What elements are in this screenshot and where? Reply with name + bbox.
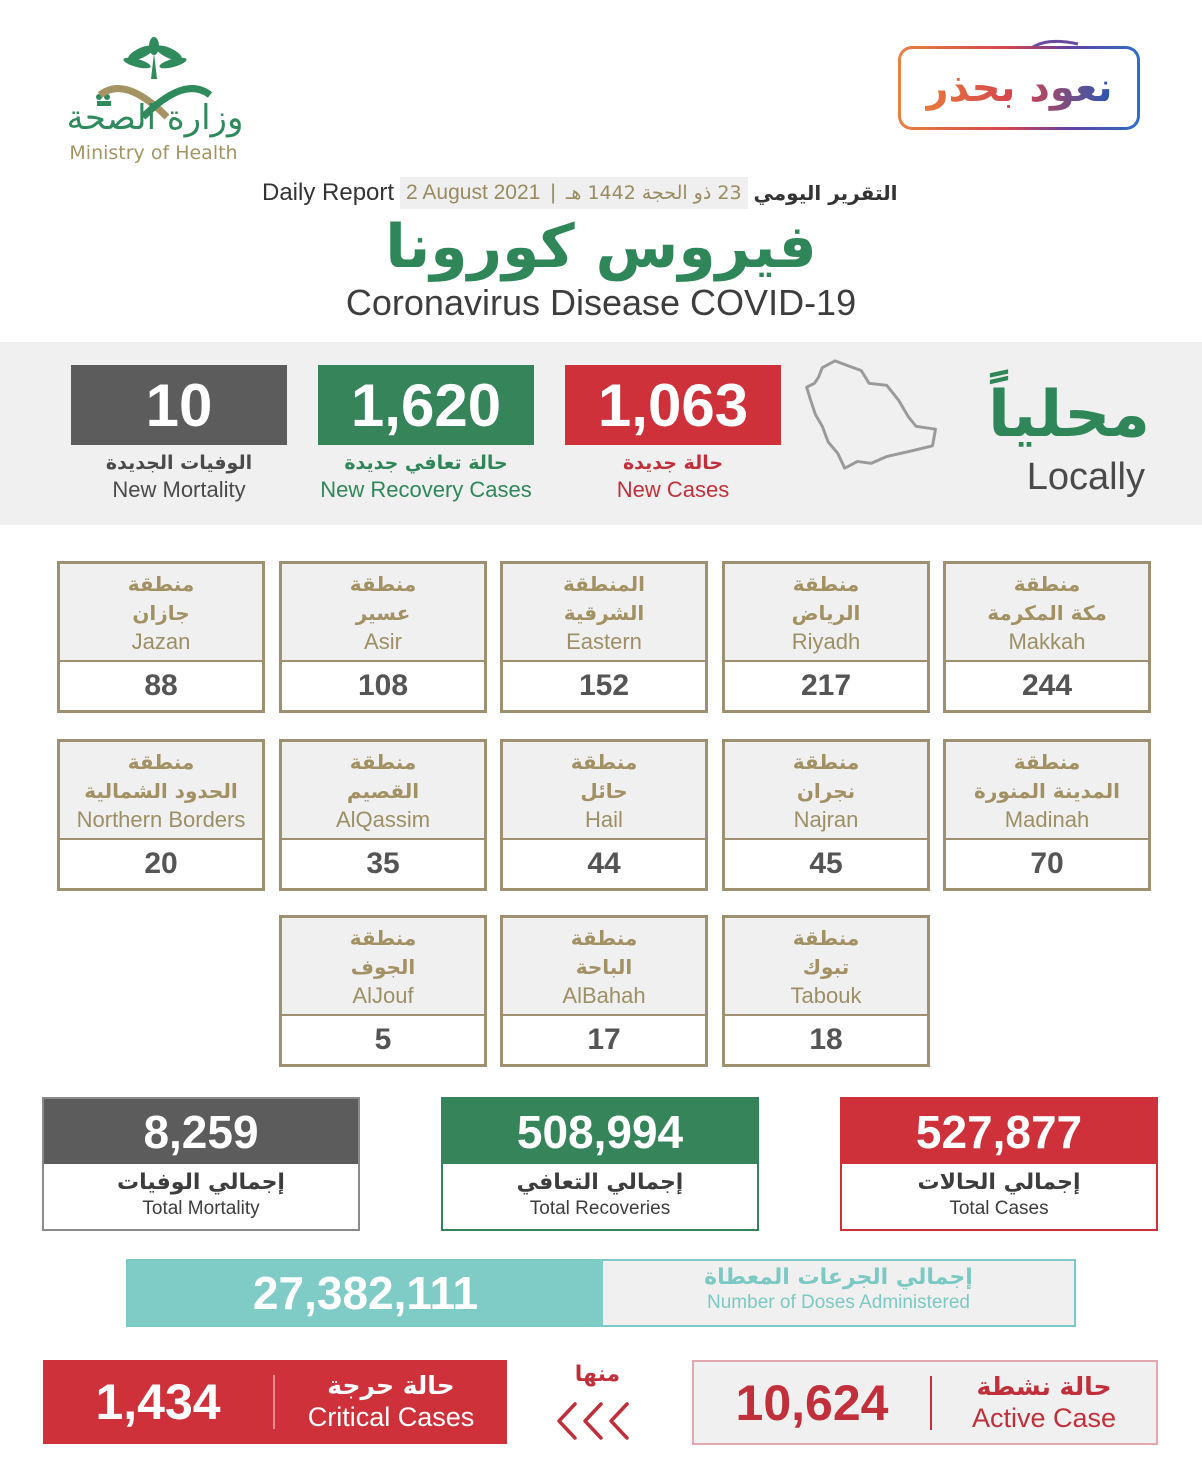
region-name-ar: عسير <box>355 601 411 625</box>
of-which-label: منها <box>574 1362 621 1387</box>
critical-cases-label <box>275 1371 507 1433</box>
region-card <box>279 561 487 713</box>
total-recoveries-card <box>441 1097 759 1231</box>
total-recoveries-label-ar: إجمالي التعافي <box>516 1170 684 1195</box>
region-name-en: AlQassim <box>335 807 431 832</box>
total-cases-card <box>840 1097 1158 1231</box>
active-cases-value: 10,624 <box>735 1374 889 1431</box>
region-prefix-ar: منطقة <box>570 926 638 950</box>
region-name-en: AlJouf <box>352 983 414 1008</box>
region-header <box>946 564 1148 662</box>
doses-label-ar: إجمالي الجرعات المعطاة <box>704 1265 973 1290</box>
new-mortality-value: 10 <box>71 365 287 445</box>
page-title-en: Coronavirus Disease COVID-19 <box>345 282 857 323</box>
region-name-en: Jazan <box>131 629 191 654</box>
region-prefix-ar: منطقة <box>792 572 860 596</box>
region-prefix-ar: المنطقة <box>563 572 645 596</box>
doses-label <box>603 1261 1074 1325</box>
saudi-map-icon <box>800 356 948 478</box>
region-name-ar: القصيم <box>346 779 420 803</box>
region-prefix-ar: منطقة <box>1013 750 1081 774</box>
critical-cases-card <box>43 1360 507 1444</box>
region-name-en: Makkah <box>1008 629 1086 654</box>
region-card <box>500 561 708 713</box>
region-header <box>282 918 484 1016</box>
active-cases-label-en: Active Case <box>971 1402 1117 1433</box>
region-card <box>279 915 487 1067</box>
region-value: 17 <box>587 1023 621 1056</box>
region-value: 217 <box>800 669 852 702</box>
region-card <box>500 915 708 1067</box>
region-header <box>946 742 1148 840</box>
new-cases-value: 1,063 <box>565 365 781 445</box>
region-name-en: Tabouk <box>790 983 862 1008</box>
region-name-en: AlBahah <box>562 983 646 1008</box>
region-value: 108 <box>357 669 409 702</box>
region-name-ar: حائل <box>580 779 628 803</box>
region-name-ar: جازان <box>132 601 190 625</box>
new-cases-label-en: New Cases <box>616 477 730 502</box>
region-name-ar: نجران <box>796 779 856 803</box>
total-mortality-card <box>42 1097 360 1231</box>
region-name-en: Najran <box>793 807 859 832</box>
doses-value: 27,382,111 <box>128 1261 603 1325</box>
region-value: 5 <box>374 1023 392 1056</box>
total-mortality-label-ar: إجمالي الوفيات <box>117 1170 285 1195</box>
region-header <box>725 564 927 662</box>
region-prefix-ar: منطقة <box>349 926 417 950</box>
region-name-en: Eastern <box>566 629 642 654</box>
region-value: 44 <box>587 847 621 880</box>
region-card <box>500 739 708 891</box>
new-mortality-label-en: New Mortality <box>112 477 246 502</box>
campaign-text: نعود بحذر <box>925 65 1113 111</box>
triple-chevron-left-icon <box>553 1398 643 1444</box>
report-date-line <box>262 176 898 210</box>
region-header <box>725 918 927 1016</box>
region-header <box>60 564 262 662</box>
critical-cases-label-ar: حالة حرجة <box>327 1371 455 1400</box>
region-prefix-ar: منطقة <box>127 750 195 774</box>
total-recoveries-label-en: Total Recoveries <box>529 1198 671 1219</box>
region-name-en: Northern Borders <box>76 807 246 832</box>
critical-cases-value: 1,434 <box>95 1374 221 1430</box>
region-header <box>503 564 705 662</box>
new-recovery-value: 1,620 <box>318 365 534 445</box>
region-name-ar: الجوف <box>350 955 416 979</box>
region-card <box>943 561 1151 713</box>
total-mortality-label-en: Total Mortality <box>142 1198 260 1219</box>
region-value: 70 <box>1030 847 1064 880</box>
region-name-ar: الباحة <box>575 955 633 979</box>
active-cases-label <box>932 1372 1156 1434</box>
region-header <box>503 918 705 1016</box>
critical-cases-label-en: Critical Cases <box>307 1402 475 1432</box>
doses-banner <box>126 1259 1076 1327</box>
date-box <box>400 177 748 209</box>
date-separator: | <box>550 181 556 204</box>
new-mortality-label-ar: الوفيات الجديدة <box>105 452 253 474</box>
report-label-en: Daily Report <box>262 179 395 206</box>
region-name-ar: الحدود الشمالية <box>84 779 238 803</box>
region-header <box>725 742 927 840</box>
region-card <box>722 561 930 713</box>
new-recovery-label-ar: حالة تعافي جديدة <box>344 452 508 474</box>
region-header <box>503 742 705 840</box>
active-cases-label-ar: حالة نشطة <box>976 1371 1112 1401</box>
active-cases-card <box>692 1360 1158 1445</box>
new-cases-label-ar: حالة جديدة <box>622 452 724 474</box>
date-gregorian: 2 August 2021 <box>406 181 541 204</box>
ministry-name-ar: وزارة الصحة <box>66 98 244 138</box>
locally-label-en: Locally <box>1026 456 1145 498</box>
region-name-ar: الرياض <box>791 601 861 625</box>
region-header <box>282 742 484 840</box>
region-name-ar: الشرقية <box>563 601 645 625</box>
page-title-ar: فيروس كورونا <box>385 212 817 282</box>
region-value: 45 <box>809 847 843 880</box>
region-name-ar: المدينة المنورة <box>974 779 1120 803</box>
region-prefix-ar: منطقة <box>792 926 860 950</box>
region-header <box>282 564 484 662</box>
new-recovery-label-en: New Recovery Cases <box>320 477 532 502</box>
region-name-en: Riyadh <box>791 629 861 654</box>
region-name-en: Madinah <box>1004 807 1090 832</box>
total-cases-label-ar: إجمالي الحالات <box>917 1170 1081 1195</box>
region-card <box>279 739 487 891</box>
region-card <box>943 739 1151 891</box>
region-value: 35 <box>366 847 400 880</box>
total-cases-label-en: Total Cases <box>949 1198 1049 1219</box>
region-card <box>722 915 930 1067</box>
region-prefix-ar: منطقة <box>349 572 417 596</box>
region-value: 244 <box>1021 669 1073 702</box>
region-value: 20 <box>144 847 178 880</box>
region-value: 18 <box>809 1023 843 1056</box>
total-recoveries-value: 508,994 <box>443 1099 757 1164</box>
region-value: 88 <box>144 669 178 702</box>
region-name-en: Asir <box>364 629 402 654</box>
region-prefix-ar: منطقة <box>570 750 638 774</box>
region-prefix-ar: منطقة <box>1013 572 1081 596</box>
region-name-ar: تبوك <box>802 955 850 979</box>
date-hijri: 23 ذو الحجة 1442 هـ <box>565 182 742 204</box>
region-value: 152 <box>578 669 630 702</box>
campaign-badge <box>898 46 1140 130</box>
report-label-ar: التقرير اليومي <box>753 181 898 205</box>
locally-label-ar: محلياً <box>987 378 1150 452</box>
total-cases-value: 527,877 <box>842 1099 1156 1164</box>
doses-label-en: Number of Doses Administered <box>707 1292 970 1313</box>
total-mortality-value: 8,259 <box>44 1099 358 1164</box>
region-card <box>722 739 930 891</box>
ministry-name-en: Ministry of Health <box>69 142 238 164</box>
region-card <box>57 739 265 891</box>
region-name-en: Hail <box>585 807 623 832</box>
region-card <box>57 561 265 713</box>
region-prefix-ar: منطقة <box>792 750 860 774</box>
region-prefix-ar: منطقة <box>127 572 195 596</box>
region-header <box>60 742 262 840</box>
region-prefix-ar: منطقة <box>349 750 417 774</box>
region-name-ar: مكة المكرمة <box>987 601 1107 625</box>
